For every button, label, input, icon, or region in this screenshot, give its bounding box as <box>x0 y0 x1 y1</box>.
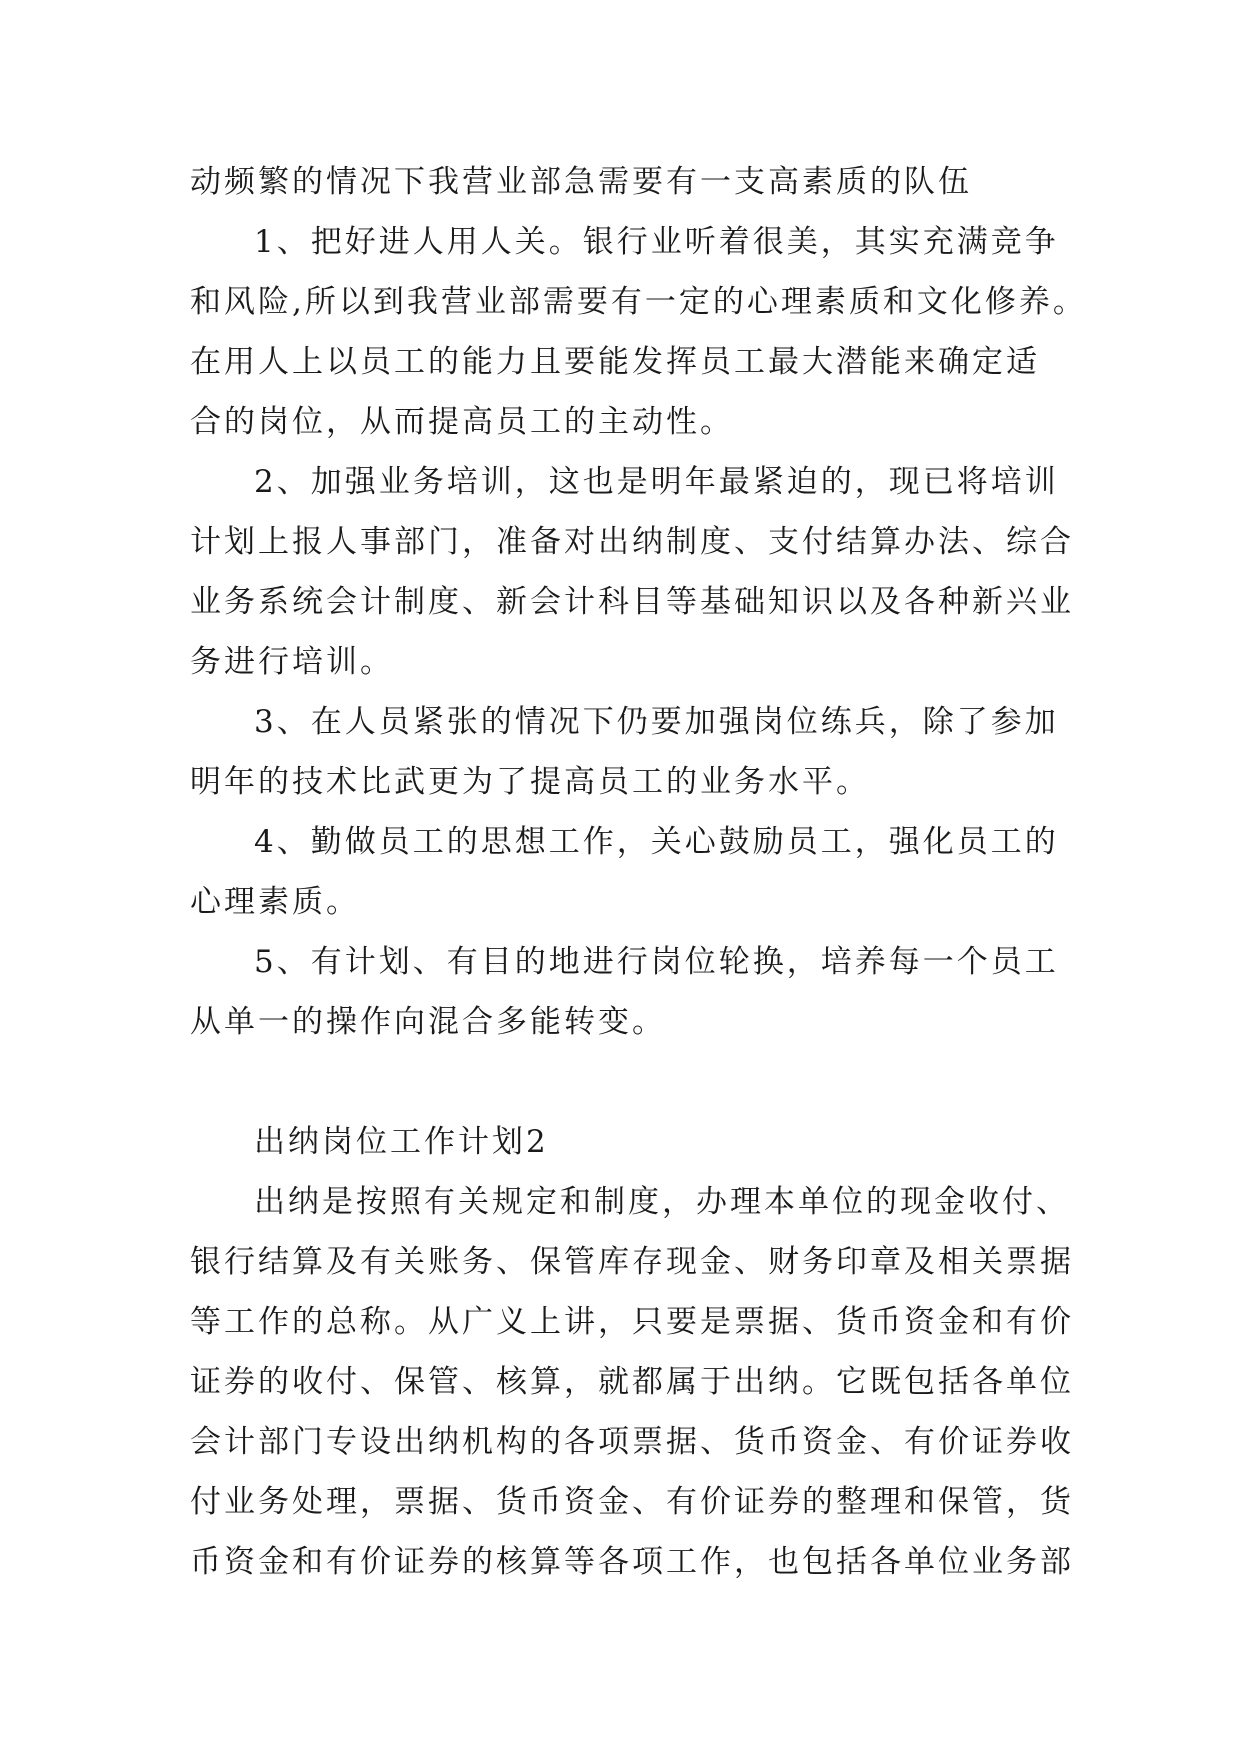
paragraph-line: 在用人上以员工的能力且要能发挥员工最大潜能来确定适 <box>190 344 1040 380</box>
paragraph-line: 银行结算及有关账务、保管库存现金、财务印章及相关票据 <box>190 1244 1074 1280</box>
paragraph-line: 计划上报人事部门，准备对出纳制度、支付结算办法、综合 <box>190 524 1074 560</box>
paragraph-line: 5、有计划、有目的地进行岗位轮换，培养每一个员工 <box>254 944 1059 980</box>
paragraph-line: 3、在人员紧张的情况下仍要加强岗位练兵，除了参加 <box>254 704 1059 740</box>
paragraph-line: 合的岗位，从而提高员工的主动性。 <box>190 404 734 440</box>
paragraph-line: 明年的技术比武更为了提高员工的业务水平。 <box>190 764 870 800</box>
paragraph-line: 从单一的操作向混合多能转变。 <box>190 1004 666 1040</box>
paragraph-line: 和风险,所以到我营业部需要有一定的心理素质和文化修养。 <box>190 284 1087 320</box>
paragraph-line: 证券的收付、保管、核算，就都属于出纳。它既包括各单位 <box>190 1364 1074 1400</box>
paragraph-line: 4、勤做员工的思想工作，关心鼓励员工，强化员工的 <box>254 824 1059 860</box>
paragraph-line: 出纳是按照有关规定和制度，办理本单位的现金收付、 <box>254 1184 1070 1220</box>
paragraph-line: 业务系统会计制度、新会计科目等基础知识以及各种新兴业 <box>190 584 1074 620</box>
paragraph-line: 务进行培训。 <box>190 644 394 680</box>
section-spacer <box>190 1052 1090 1112</box>
paragraph-line: 会计部门专设出纳机构的各项票据、货币资金、有价证券收 <box>190 1424 1074 1460</box>
paragraph-line: 心理素质。 <box>190 884 360 920</box>
paragraph-line: 动频繁的情况下我营业部急需要有一支高素质的队伍 <box>190 164 972 200</box>
section-heading: 出纳岗位工作计划2 <box>254 1124 549 1160</box>
paragraph-line: 1、把好进人用人关。银行业听着很美，其实充满竞争 <box>254 224 1059 260</box>
paragraph-line: 等工作的总称。从广义上讲，只要是票据、货币资金和有价 <box>190 1304 1074 1340</box>
document-body <box>190 152 1090 1592</box>
paragraph-line: 付业务处理，票据、货币资金、有价证券的整理和保管，货 <box>190 1484 1074 1520</box>
paragraph-line: 2、加强业务培训，这也是明年最紧迫的，现已将培训 <box>254 464 1059 500</box>
paragraph-line: 币资金和有价证券的核算等各项工作，也包括各单位业务部 <box>190 1544 1074 1580</box>
